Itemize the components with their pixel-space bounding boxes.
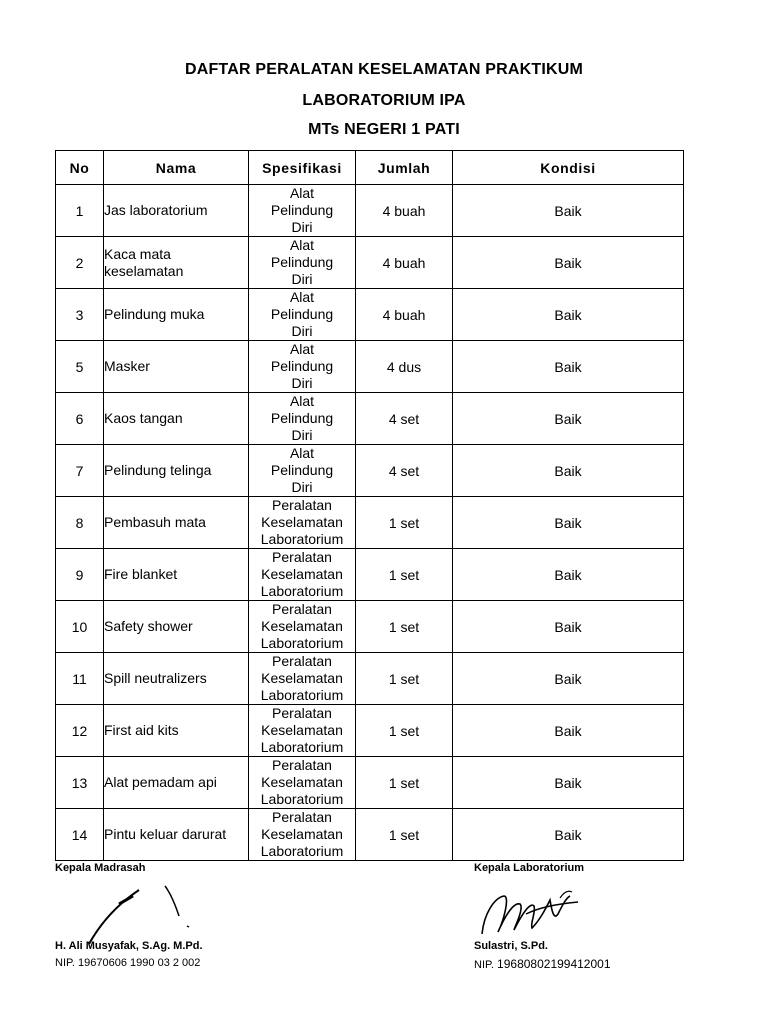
table-row	[56, 601, 684, 653]
spesifikasi-line: Laboratorium	[260, 635, 344, 651]
cell-spesifikasi	[249, 289, 356, 341]
cell-kondisi: Baik	[453, 445, 684, 497]
table-row	[56, 185, 684, 237]
cell-nama: Fire blanket	[104, 549, 249, 601]
cell-no: 11	[56, 653, 104, 705]
table-row	[56, 237, 684, 289]
cell-spesifikasi	[249, 549, 356, 601]
cell-nama: Jas laboratorium	[104, 185, 249, 237]
table-header-row	[56, 151, 684, 185]
signatory-role: Kepala Madrasah	[55, 862, 146, 874]
cell-jumlah: 4 set	[356, 393, 453, 445]
signature-block-right	[474, 862, 714, 982]
cell-kondisi: Baik	[453, 757, 684, 809]
document-subtitle-lab: LABORATORIUM IPA	[302, 92, 466, 109]
cell-kondisi: Baik	[453, 809, 684, 861]
cell-no: 13	[56, 757, 104, 809]
equipment-table	[55, 150, 684, 861]
cell-no: 1	[56, 185, 104, 237]
cell-nama: Pelindung telinga	[104, 445, 249, 497]
nip-number: 19670606 1990 03 2 002	[78, 957, 201, 969]
cell-jumlah: 1 set	[356, 497, 453, 549]
cell-spesifikasi	[249, 185, 356, 237]
cell-nama: Kaos tangan	[104, 393, 249, 445]
table-row	[56, 289, 684, 341]
spesifikasi-line: Diri	[291, 271, 313, 287]
document-subtitle-school: MTs NEGERI 1 PATI	[308, 121, 460, 138]
spesifikasi-line: Pelindung	[270, 462, 334, 478]
cell-nama: Pintu keluar darurat	[104, 809, 249, 861]
signature-block-left	[55, 862, 355, 982]
cell-spesifikasi	[249, 393, 356, 445]
spesifikasi-line: Alat	[289, 185, 315, 201]
cell-kondisi: Baik	[453, 549, 684, 601]
spesifikasi-line: Laboratorium	[260, 791, 344, 807]
spesifikasi-line: Keselamatan	[261, 722, 343, 738]
spesifikasi-line: Laboratorium	[260, 583, 344, 599]
spesifikasi-line: Pelindung	[270, 410, 334, 426]
cell-spesifikasi	[249, 341, 356, 393]
cell-jumlah: 4 dus	[356, 341, 453, 393]
table-row	[56, 653, 684, 705]
cell-spesifikasi	[249, 757, 356, 809]
spesifikasi-line: Diri	[291, 375, 313, 391]
column-header-nama: Nama	[104, 151, 249, 185]
spesifikasi-line: Diri	[291, 427, 313, 443]
table-row	[56, 341, 684, 393]
cell-jumlah: 1 set	[356, 549, 453, 601]
signature-mark-right	[474, 880, 584, 942]
cell-nama: Kaca mata keselamatan	[104, 237, 249, 289]
table-row	[56, 757, 684, 809]
table-row	[56, 393, 684, 445]
cell-jumlah: 1 set	[356, 653, 453, 705]
cell-jumlah: 4 set	[356, 445, 453, 497]
spesifikasi-line: Keselamatan	[261, 774, 343, 790]
column-header-no: No	[56, 151, 104, 185]
cell-spesifikasi	[249, 445, 356, 497]
cell-spesifikasi	[249, 497, 356, 549]
spesifikasi-line: Keselamatan	[261, 566, 343, 582]
cell-no: 9	[56, 549, 104, 601]
cell-spesifikasi	[249, 705, 356, 757]
cell-nama: Alat pemadam api	[104, 757, 249, 809]
nip-number: 19680802199412001	[497, 957, 611, 971]
cell-spesifikasi	[249, 237, 356, 289]
spesifikasi-line: Keselamatan	[261, 670, 343, 686]
spesifikasi-line: Diri	[291, 219, 313, 235]
spesifikasi-line: Pelindung	[270, 306, 334, 322]
spesifikasi-line: Alat	[289, 341, 315, 357]
spesifikasi-line: Peralatan	[272, 705, 332, 721]
cell-kondisi: Baik	[453, 185, 684, 237]
spesifikasi-line: Keselamatan	[261, 826, 343, 842]
spesifikasi-line: Peralatan	[272, 757, 332, 773]
spesifikasi-line: Peralatan	[272, 549, 332, 565]
cell-nama: First aid kits	[104, 705, 249, 757]
cell-nama: Spill neutralizers	[104, 653, 249, 705]
spesifikasi-line: Alat	[289, 393, 315, 409]
cell-jumlah: 4 buah	[356, 185, 453, 237]
spesifikasi-line: Peralatan	[272, 809, 332, 825]
spesifikasi-line: Alat	[289, 445, 315, 461]
document-title: DAFTAR PERALATAN KESELAMATAN PRAKTIKUM	[184, 61, 584, 78]
cell-no: 7	[56, 445, 104, 497]
cell-jumlah: 1 set	[356, 757, 453, 809]
cell-no: 8	[56, 497, 104, 549]
cell-no: 6	[56, 393, 104, 445]
cell-no: 14	[56, 809, 104, 861]
cell-kondisi: Baik	[453, 237, 684, 289]
cell-spesifikasi	[249, 601, 356, 653]
spesifikasi-line: Pelindung	[270, 254, 334, 270]
cell-nama: Pelindung muka	[104, 289, 249, 341]
spesifikasi-line: Diri	[291, 323, 313, 339]
table-row	[56, 497, 684, 549]
spesifikasi-line: Peralatan	[272, 497, 332, 513]
column-header-spesifikasi: Spesifikasi	[249, 151, 356, 185]
cell-no: 3	[56, 289, 104, 341]
cell-kondisi: Baik	[453, 705, 684, 757]
cell-nama: Pembasuh mata	[104, 497, 249, 549]
cell-spesifikasi	[249, 653, 356, 705]
cell-no: 12	[56, 705, 104, 757]
signatory-name: Sulastri, S.Pd.	[474, 940, 548, 952]
spesifikasi-line: Pelindung	[270, 358, 334, 374]
cell-kondisi: Baik	[453, 653, 684, 705]
signatory-role: Kepala Laboratorium	[474, 862, 585, 874]
spesifikasi-line: Laboratorium	[260, 687, 344, 703]
spesifikasi-line: Diri	[291, 479, 313, 495]
cell-no: 2	[56, 237, 104, 289]
spesifikasi-line: Alat	[289, 237, 315, 253]
spesifikasi-line: Laboratorium	[260, 739, 344, 755]
table-row	[56, 549, 684, 601]
spesifikasi-line: Keselamatan	[261, 514, 343, 530]
cell-kondisi: Baik	[453, 341, 684, 393]
cell-spesifikasi	[249, 809, 356, 861]
spesifikasi-line: Pelindung	[270, 202, 334, 218]
spesifikasi-line: Peralatan	[272, 653, 332, 669]
table-row	[56, 445, 684, 497]
table-row	[56, 809, 684, 861]
cell-jumlah: 4 buah	[356, 289, 453, 341]
cell-kondisi: Baik	[453, 497, 684, 549]
cell-kondisi: Baik	[453, 601, 684, 653]
spesifikasi-line: Laboratorium	[260, 843, 344, 859]
signatory-name: H. Ali Musyafak, S.Ag. M.Pd.	[55, 940, 203, 952]
spesifikasi-line: Laboratorium	[260, 531, 344, 547]
nip-label: NIP.	[55, 957, 75, 969]
cell-no: 10	[56, 601, 104, 653]
spesifikasi-line: Keselamatan	[261, 618, 343, 634]
nip-label: NIP.	[474, 959, 494, 971]
spesifikasi-line: Peralatan	[272, 601, 332, 617]
signatory-nip	[55, 957, 200, 969]
cell-kondisi: Baik	[453, 289, 684, 341]
spesifikasi-line: Alat	[289, 289, 315, 305]
cell-jumlah: 4 buah	[356, 237, 453, 289]
column-header-jumlah: Jumlah	[356, 151, 453, 185]
cell-nama: Safety shower	[104, 601, 249, 653]
table-row	[56, 705, 684, 757]
cell-kondisi: Baik	[453, 393, 684, 445]
column-header-kondisi: Kondisi	[453, 151, 684, 185]
cell-jumlah: 1 set	[356, 601, 453, 653]
cell-nama: Masker	[104, 341, 249, 393]
cell-jumlah: 1 set	[356, 705, 453, 757]
signatory-nip	[474, 957, 611, 971]
cell-no: 5	[56, 341, 104, 393]
cell-jumlah: 1 set	[356, 809, 453, 861]
